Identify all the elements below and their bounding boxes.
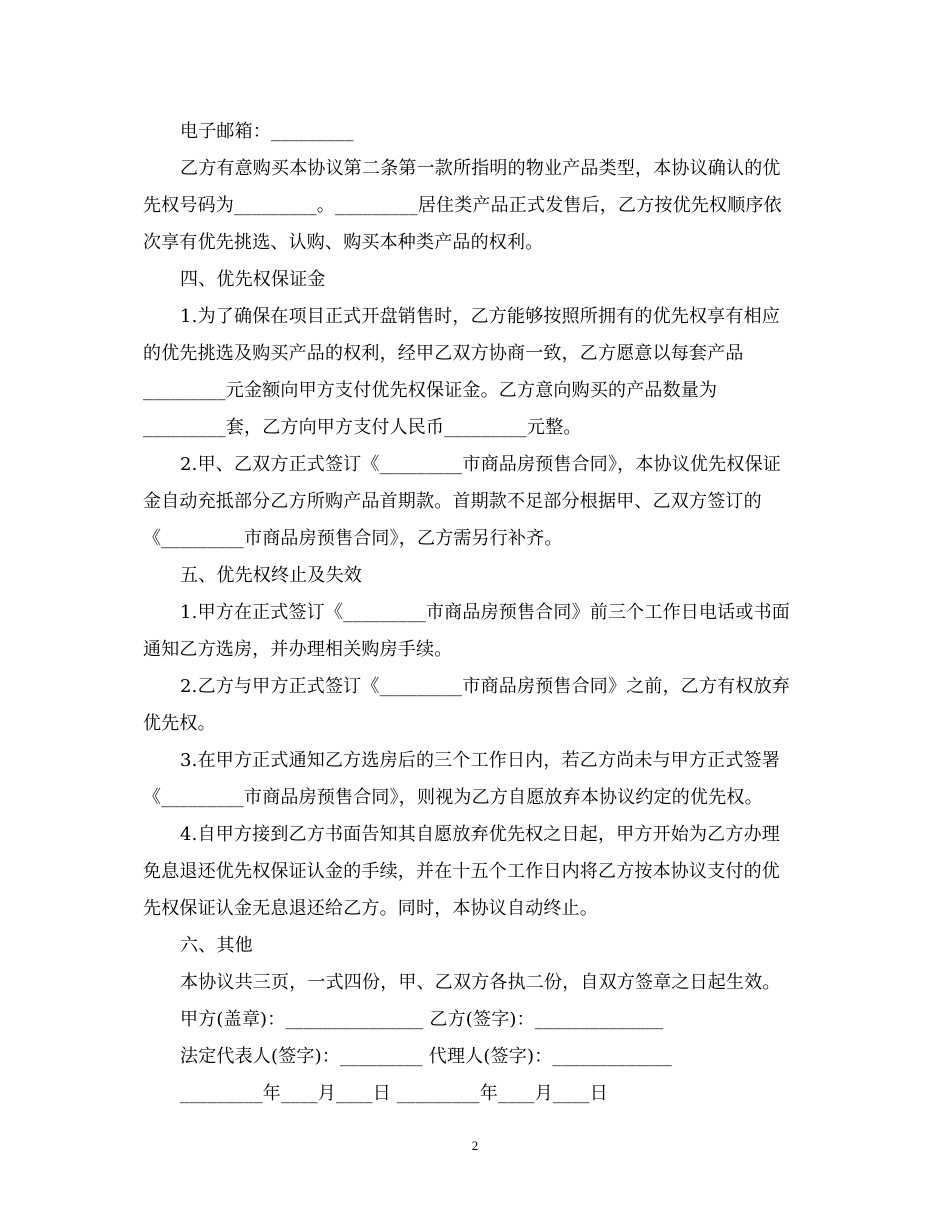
paragraph-line: 3.在甲方正式通知乙方选房后的三个工作日内，若乙方尚未与甲方正式签署 bbox=[180, 750, 780, 771]
paragraph-line: 金自动充抵部分乙方所购产品首期款。首期款不足部分根据甲、乙双方签订的 bbox=[143, 491, 762, 512]
paragraph-line: _________元金额向甲方支付优先权保证金。乙方意向购买的产品数量为 bbox=[143, 380, 718, 401]
paragraph-line: 本协议共三页，一式四份，甲、乙双方各执二份，自双方签章之日起生效。 bbox=[180, 972, 781, 993]
paragraph-line: 次享有优先挑选、认购、购买本种类产品的权利。 bbox=[143, 232, 544, 253]
paragraph-line: 免息退还优先权保证认金的手续，并在十五个工作日内将乙方按本协议支付的优 bbox=[143, 861, 780, 882]
paragraph-line: 先权保证认金无息退还给乙方。同时，本协议自动终止。 bbox=[143, 898, 598, 919]
signature-line-dates: _________年____月____日 _________年____月____日 bbox=[180, 1083, 608, 1104]
document-body bbox=[143, 113, 813, 1112]
paragraph-line: 2.甲、乙双方正式签订《_________市商品房预售合同》，本协议优先权保证 bbox=[180, 454, 781, 475]
paragraph-line: 1.为了确保在项目正式开盘销售时，乙方能够按照所拥有的优先权享有相应 bbox=[180, 306, 780, 327]
page-number: 2 bbox=[471, 1138, 479, 1153]
paragraph-line-email: 电子邮箱：_________ bbox=[180, 121, 354, 142]
section-heading-4: 四、优先权保证金 bbox=[180, 269, 326, 290]
paragraph-line: 2.乙方与甲方正式签订《_________市商品房预售合同》之前，乙方有权放弃 bbox=[180, 676, 790, 697]
signature-line-parties: 甲方(盖章)：_______________ 乙方(签字)：______________ bbox=[180, 1009, 664, 1030]
section-heading-5: 五、优先权终止及失效 bbox=[180, 565, 362, 586]
paragraph-line: 《_________市商品房预售合同》，则视为乙方自愿放弃本协议约定的优先权。 bbox=[143, 787, 763, 808]
paragraph-line: 的优先挑选及购买产品的权利，经甲乙双方协商一致，乙方愿意以每套产品 bbox=[143, 343, 744, 364]
paragraph-line: 4.自甲方接到乙方书面告知其自愿放弃优先权之日起，甲方开始为乙方办理 bbox=[180, 824, 780, 845]
paragraph-line: 乙方有意购买本协议第二条第一款所指明的物业产品类型，本协议确认的优 bbox=[180, 158, 781, 179]
paragraph-line: 先权号码为_________。_________居住类产品正式发售后，乙方按优先权顺序依 bbox=[143, 195, 782, 216]
paragraph-line: _________套，乙方向甲方支付人民币_________元整。 bbox=[143, 417, 582, 438]
paragraph-line: 优先权。 bbox=[143, 713, 216, 734]
signature-line-representatives: 法定代表人(签字)：_________ 代理人(签字)：_____________ bbox=[180, 1046, 673, 1067]
section-heading-6: 六、其他 bbox=[180, 935, 253, 956]
paragraph-line: 1.甲方在正式签订《_________市商品房预售合同》前三个工作日电话或书面 bbox=[180, 602, 790, 623]
paragraph-line: 《_________市商品房预售合同》，乙方需另行补齐。 bbox=[143, 528, 563, 549]
paragraph-line: 通知乙方选房，并办理相关购房手续。 bbox=[143, 639, 453, 660]
